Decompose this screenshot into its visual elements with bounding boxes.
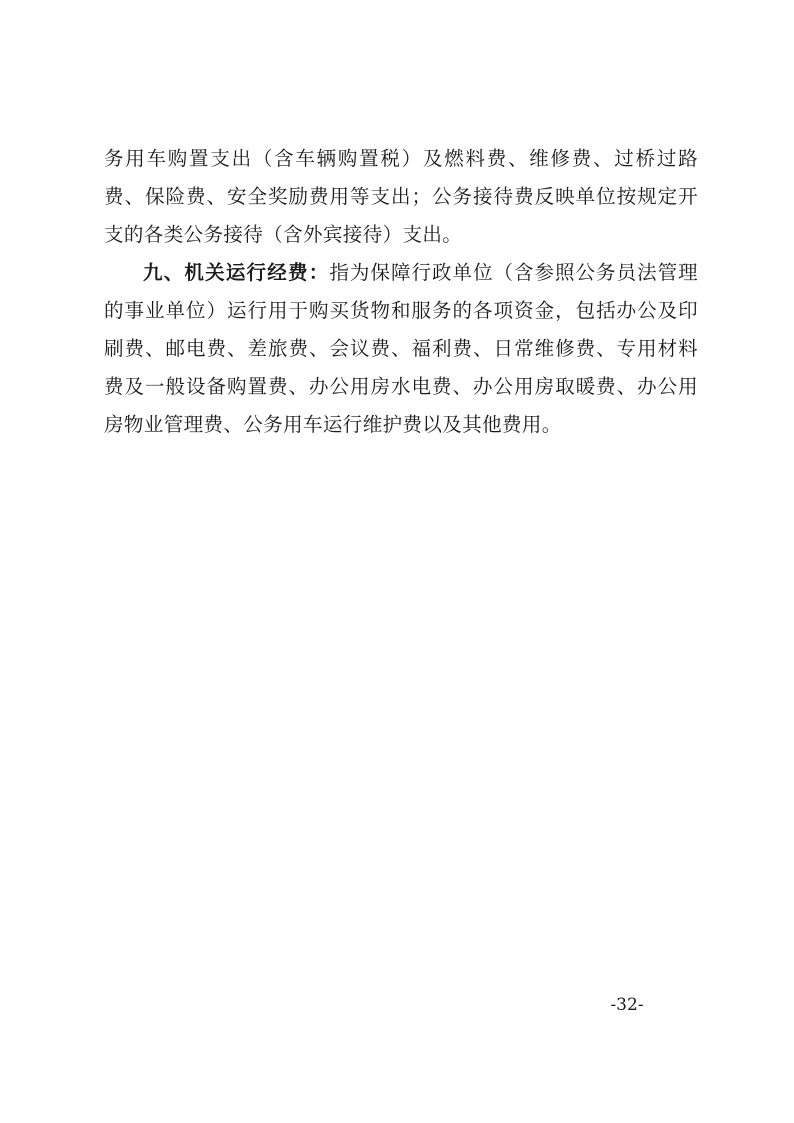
page-number <box>0 995 794 1015</box>
paragraph-text: 务用车购置支出（含车辆购置税）及燃料费、维修费、过桥过路费、保险费、安全奖励费用等支出；公务接待费反映单位按规定开支的各类公务接待（含外宾接待）支出。 <box>104 147 698 246</box>
page-number-value: -32- <box>610 995 644 1015</box>
paragraph-text: 指为保障行政单位（含参照公务员法管理的事业单位）运行用于购买货物和服务的各项资金，包括办公及印刷费、邮电费、差旅费、会议费、福利费、日常维修费、专用材料费及一般设备购置费、办公用房水电费、办公用房取暖费、办公用房物业管理费、公务用车运行维护费以及其他费用。 <box>104 261 698 436</box>
paragraph-heading-label: 九、机关运行经费： <box>143 261 330 284</box>
paragraph-item-nine <box>104 254 698 444</box>
paragraph-continuation <box>104 140 698 254</box>
document-body <box>104 140 698 444</box>
